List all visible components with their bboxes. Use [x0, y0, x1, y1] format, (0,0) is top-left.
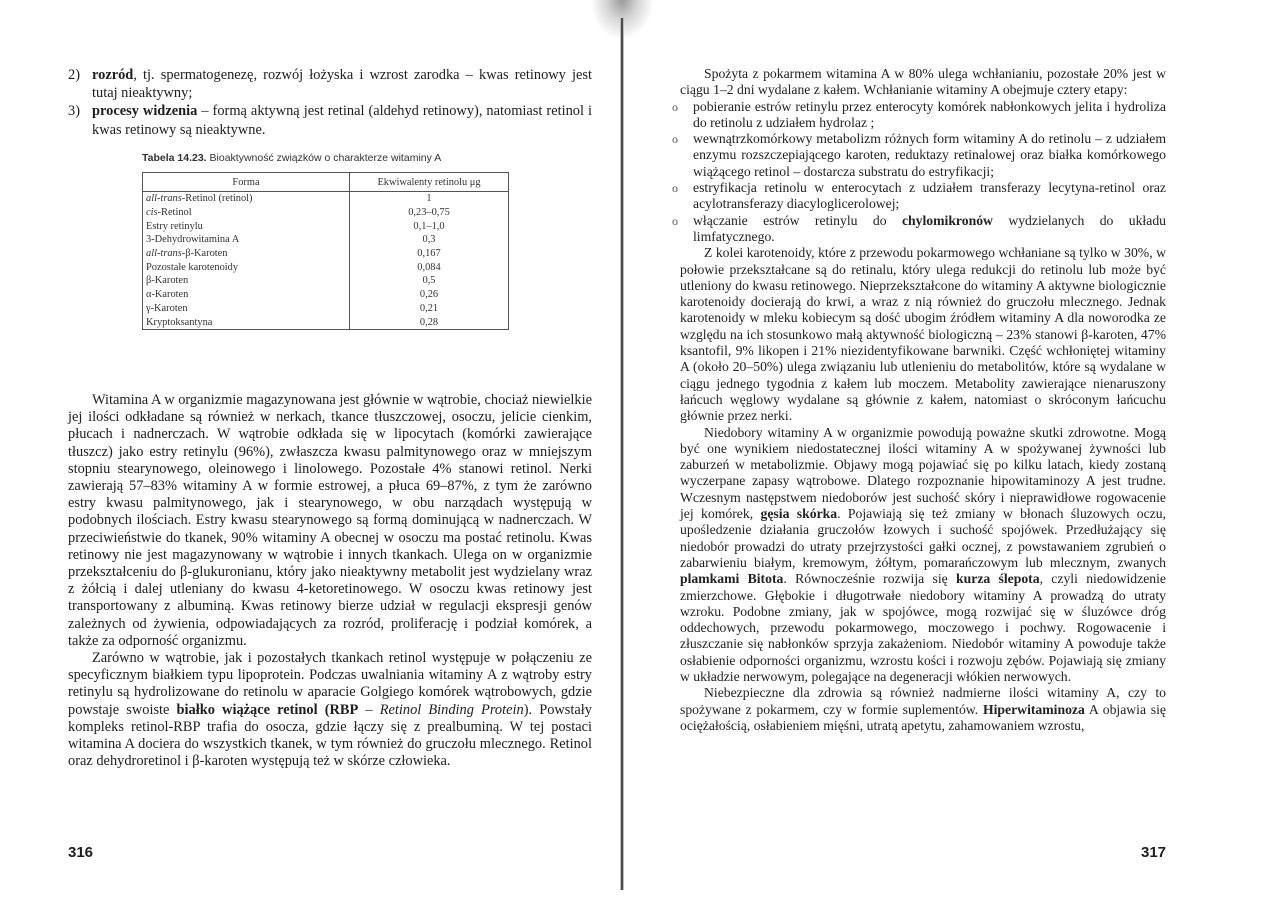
cell-equivalent: 1	[350, 192, 509, 206]
left-body-text	[68, 392, 592, 770]
list-item	[68, 66, 592, 102]
cell-form	[143, 274, 350, 288]
term-rbp-english: – Retinol Binding Protein	[358, 701, 524, 718]
cell-equivalent: 0,21	[350, 302, 509, 316]
cell-equivalent: 0,167	[350, 247, 509, 261]
compound-name: Pozostałe karotenoidy	[146, 261, 239, 273]
table-caption-text: Bioaktywność związków o charakterze witaminy A	[209, 152, 442, 164]
function-list	[68, 66, 592, 139]
cell-form	[143, 192, 350, 206]
table-caption	[142, 152, 582, 164]
list-item-text: , tj. spermatogenezę, rozwój łożyska i wzrost zarodka – kwas retinowy jest tutaj nieaktywny;	[92, 67, 592, 102]
table-label: Tabela 14.23.	[142, 152, 207, 164]
cell-form	[143, 233, 350, 247]
compound-name: Estry retinylu	[146, 220, 203, 232]
bullet-text: włączanie estrów retinylu do	[693, 212, 902, 228]
paragraph-text: A objawia się ociężałością, osłabieniem mięśni, utratą apetytu, zahamowaniem wzrostu,	[680, 701, 1167, 733]
isomer-prefix: all-trans-	[146, 193, 186, 205]
list-item-term: rozród	[92, 67, 134, 83]
paragraph: Spożyta z pokarmem witamina A w 80% ulega wchłanianiu, pozostałe 20% jest w ciągu 1–2 dni wydalane z kałem. Wchłanianie witaminy A obejmuje cztery etapy:	[680, 66, 1166, 98]
bullet-icon: o	[672, 99, 678, 114]
bullet-text: wydzielanych do układu limfatycznego.	[693, 212, 1167, 244]
paragraph-text: Niedobory witaminy A w organizmie powodują poważne skutki zdrowotne. Mogą być one wynikiem niedostatecznej ilości witaminy A w spożywanej żywności lub zaburzeń w metabolizmie. Objawy mogą pojawiać się po kilku latach, kiedy zostaną wyczerpane zapasy wątrobowe. Dlatego rozpoznanie hipowitaminozy A jest trudne. Wczesnym następstwem niedoborów jest suchość skóry i nieprawidłowe rogowacenie jej komórek,	[680, 424, 1166, 522]
cell-equivalent: 0,3	[350, 233, 509, 247]
table-row	[143, 192, 509, 206]
compound-name: β-Karoten	[185, 248, 228, 260]
term-night-blindness: kurza ślepota	[956, 571, 1040, 587]
cell-form	[143, 247, 350, 261]
table-row	[143, 206, 509, 220]
term-chylomicrons: chylomikronów	[901, 212, 993, 228]
table-row	[143, 219, 509, 233]
paragraph-text: , czyli niedowidzenie zmierzchowe. Głębokie i długotrwałe niedobory witaminy A prowadzą do utraty wzroku. Podobne zmiany, jak w spojówce, mogą rozwijać się w śluzówce dróg oddechowych, przewodu pokarmowego, moczowego i pochwy. Rogowacenie i złuszczanie się nabłonków sprzyja zakażeniom. Niedobór witaminy A powoduje także osłabienie odporności organizmu, wzrostu kości i rozwoju zębów. Pojawiają się zmiany w układzie nerwowym, polegające na degeneracji włókien nerwowych.	[680, 571, 1167, 684]
term-rbp-protein: białko wiążące retinol	[176, 701, 318, 718]
bullet-icon: o	[672, 213, 678, 228]
table-row	[143, 260, 509, 274]
paragraph: Witamina A w organizmie magazynowana jest głównie w wątrobie, chociaż niewielkie jej ilości odkładane są również w nerkach, tkance tłuszczowej, osoczu, jelicie cienkim, płucach i nadnerczach. W wątrobie odkłada się w lipocytach (komórki zawierające tłuszcz) jako estry retinylu (96%), zwłaszcza kwasu palmitynowego oraz w mniejszym stopniu stearynowego, oleinowego i linolowego. Pozostałe 4% stanowi retinol. Nerki zawierają 57–83% witaminy A w formie estrowej, a płuca 69–87%, z tym że zarówno estry kwasu palmitynowego, jak i stearynowego, w obu narządach występują w podobnych ilościach. Estry kwasu stearynowego są formą dominującą w nadnerczach. W przeciwieństwie do tkanek, 90% witaminy A obecnej w osoczu ma postać retinolu. Kwas retinowy nie jest magazynowany w wątrobie i innych tkankach. Ulega on w organizmie przekształceniu do β-glukuronianu, który jako nieaktywny metabolit jest wydzielany wraz z żółcią i dalej utleniany do kwasu 4-ketoretinowego. W osoczu kwas retinowy jest transportowany z albuminą. Kwas retinowy bierze udział w regulacji ekspresji genów zależnych od żywienia, odpowiadających za rozród, proliferację i podział komórek, a także za odporność organizmu.	[68, 392, 592, 649]
term-rbp-abbr: (RBP	[324, 701, 359, 718]
table-row	[143, 233, 509, 247]
table-row	[143, 315, 509, 329]
cell-equivalent: 0,28	[350, 315, 509, 329]
bullet-item	[672, 98, 1166, 132]
compound-name: β-Karoten	[146, 275, 189, 287]
compound-name: Kryptoksantyna	[146, 316, 213, 328]
bullet-item	[672, 131, 1166, 180]
compound-name: 3-Dehydrowitamina A	[146, 234, 240, 246]
right-body-text	[672, 66, 1167, 734]
isomer-prefix: all-trans-	[146, 248, 186, 260]
column-header-equivalents: Ekwiwalenty retinolu μg	[350, 173, 509, 192]
paragraph-text: . Równocześnie rozwija się	[783, 571, 957, 587]
compound-name: Retinol	[161, 207, 192, 219]
cell-equivalent: 0,5	[350, 274, 509, 288]
table-header-row	[143, 173, 509, 192]
cell-form	[143, 260, 350, 274]
term-bitot-spots: plamkami Bitota	[680, 571, 784, 587]
compound-name: α-Karoten	[146, 289, 189, 301]
list-item-term: procesy widzenia	[92, 103, 198, 120]
bullet-icon: o	[672, 181, 678, 196]
isomer-prefix: cis-	[146, 207, 162, 219]
paragraph	[68, 650, 592, 770]
paragraph-text: . Pojawiają się też zmiany w błonach śluzowych oczu, upośledzenie działania gruczołów łzowych i suchość spojówek. Przedłużający się niedobór prowadzi do utraty przejrzystości gałki ocznej, z powstawaniem zgrubień o zabarwieniu białym, kremowym, żółtym, pomarańczowym lub mlecznym, zwanych	[680, 506, 1166, 570]
list-item-text: – formą aktywną jest retinal (aldehyd retinowy), natomiast retinol i kwas retinowy są nieaktywne.	[92, 103, 593, 138]
compound-name: γ-Karoten	[146, 302, 188, 314]
list-item	[68, 102, 592, 138]
paragraph	[680, 685, 1166, 734]
term-hypervitaminosis: Hiperwitaminoza	[982, 701, 1085, 717]
cell-form	[143, 206, 350, 220]
term-goosebumps: gęsia skórka	[760, 506, 838, 522]
table-row	[143, 247, 509, 261]
list-item-number: 3)	[68, 103, 80, 120]
list-item-number: 2)	[68, 67, 80, 83]
paragraph-text: Niebezpieczne dla zdrowia są również nadmierne ilości witaminy A, czy to spożywane z pokarmem, czy w formie suplementów.	[680, 685, 1166, 717]
page-number-right: 317	[1141, 844, 1167, 861]
paragraph: Z kolei karotenoidy, które z przewodu pokarmowego wchłaniane są tylko w 30%, w połowie przekształcane są do retinalu, który ulega redukcji do retinolu lub może być utleniony do kwasu retinowego. Nieprzekształcone do witaminy A aktywne biologicznie karotenoidy docierają do krwi, a wraz z nią również do gruczołu mlecznego. Jednak karotenoidy w mleku kobiecym są dość ubogim źródłem witaminy A dla noworodka ze względu na ich stosunkowo małą aktywność biologiczną – 23% stanowi β-karoten, 47% ksantofil, 9% likopen i 21% niezidentyfikowane barwniki. Część wchłoniętej witaminy A (około 20–50%) ulega związaniu lub utlenieniu do metabolitów, które są wydalane w ciągu jednego tygodnia z kałem lub moczem. Metabolity zawierające nienaruszony łańcuch węglowy wydalane są głównie z kałem, natomiast o skróconym łańcuchu głównie przez nerki.	[680, 245, 1166, 424]
bullet-text: wewnątrzkomórkowy metabolizm różnych form witaminy A do retinolu – z udziałem enzymu rozszczepiającego karoten, reduktazy retinalowej oraz białka komórkowego wiążącego retinol – dostarcza substratu do estryfikacji;	[693, 131, 1166, 179]
bullet-text: estryfikacja retinolu w enterocytach z udziałem transferazy lecytyna-retinol oraz acylotransferazy diacyloglicerolowej;	[693, 180, 1166, 212]
table-row	[143, 288, 509, 302]
bullet-item	[672, 212, 1167, 246]
bullet-item	[672, 180, 1166, 213]
bullet-icon: o	[672, 132, 678, 147]
cell-equivalent: 0,1–1,0	[350, 219, 509, 233]
paragraph	[680, 425, 1166, 686]
cell-equivalent: 0,084	[350, 260, 509, 274]
cell-equivalent: 0,23–0,75	[350, 206, 509, 220]
left-page	[0, 0, 620, 899]
compound-name: Retinol (retinol)	[185, 193, 253, 205]
cell-form	[143, 288, 350, 302]
cell-form	[143, 302, 350, 316]
table-row	[143, 274, 509, 288]
table-row	[143, 302, 509, 316]
cell-form	[143, 219, 350, 233]
paragraph-text: ). Powstały kompleks retinol-RBP trafia do osocza, gdzie łączy się z prealbuminą. W tej postaci witamina A dociera do wszystkich tkanek, w tym również do gruczołu mlecznego. Retinol oraz dehydroretinol i β-karoten występują też w skórze człowieka.	[68, 701, 592, 770]
bioactivity-table	[142, 172, 509, 330]
cell-equivalent: 0,26	[350, 288, 509, 302]
paragraph-text: Zarówno w wątrobie, jak i pozostałych tkankach retinol występuje w połączeniu ze specyficznym białkiem typu lipoprotein. Podczas uwalniania witaminy A z wątroby estry retinylu są hydrolizowane do retinolu w aparacie Golgiego komórek wątrobowych, gdzie powstaje swoiste	[68, 650, 592, 718]
cell-form	[143, 315, 350, 329]
page-number-left: 316	[68, 844, 94, 861]
column-header-form: Forma	[143, 173, 350, 192]
bullet-text: pobieranie estrów retinylu przez enterocyty komórek nabłonkowych jelita i hydroliza do retinolu z udziałem hydrolaz ;	[693, 98, 1166, 130]
